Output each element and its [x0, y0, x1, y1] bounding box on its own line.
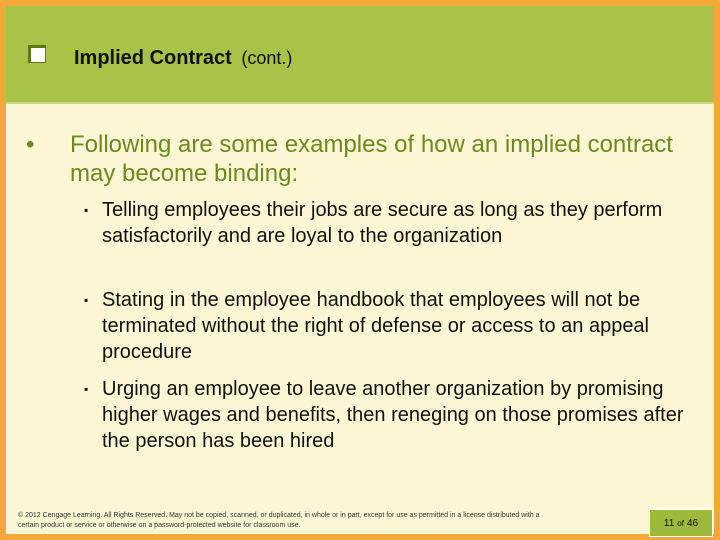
sub-bullet-text: Stating in the employee handbook that employees will not be terminated without the right of defense or access to an appeal procedure	[102, 289, 650, 363]
page-of: of	[677, 518, 684, 528]
main-bullet	[26, 130, 686, 188]
page-total: 46	[686, 517, 699, 529]
copyright-notice: © 2012 Cengage Learning. All Rights Reserved. May not be copied, scanned, or duplicated, in whole or in part, except for use as permitted in a license distributed with a certain product or service or otherwise on a password-protected website for classroom use.	[18, 512, 540, 529]
sub-bullet-2	[84, 287, 684, 365]
sub-bullet-text: Urging an employee to leave another organization by promising higher wages and benefits, then reneging on those promises after the person has been hired	[102, 378, 684, 452]
sub-bullet-3	[84, 376, 684, 454]
header-divider	[6, 102, 714, 104]
title-sub: (cont.)	[241, 48, 293, 68]
slide-logo-icon	[28, 45, 46, 63]
sub-bullet-mark: ▪	[84, 203, 89, 217]
page-number-badge	[649, 509, 713, 537]
sub-bullet-mark: ▪	[84, 382, 89, 396]
main-bullet-text: Following are some examples of how an implied contract may become binding:	[70, 131, 673, 187]
sub-bullet-text: Telling employees their jobs are secure as long as they perform satisfactorily and are loyal to the organization	[102, 199, 663, 247]
sub-bullet-1	[84, 197, 684, 249]
sub-bullet-mark: ▪	[84, 293, 89, 307]
main-bullet-mark: •	[26, 131, 35, 158]
slide-title	[74, 47, 292, 70]
title-main: Implied Contract	[74, 47, 232, 69]
page-current: 11	[663, 517, 675, 529]
